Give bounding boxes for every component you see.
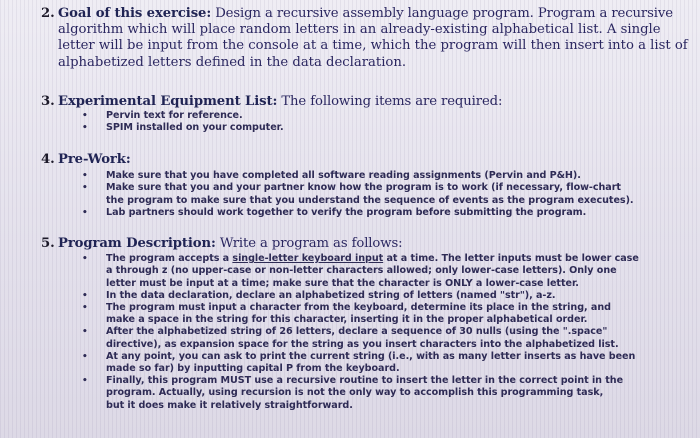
prework-list	[58, 170, 692, 219]
list-item: • The program accepts a single-letter keyboard input at a time. The letter inputs must be lower case	[82, 253, 639, 265]
bullet-icon: •	[82, 351, 88, 362]
list-item: the program to make sure that you understand the sequence of events as the program executes).	[106, 194, 634, 206]
goal-text: Design a recursive assembly language program. Program a recursive	[215, 6, 673, 21]
goal-line-3: letter will be input from the console at a time, which the program will then insert into a list of	[58, 38, 688, 54]
program-intro: Write a program as follows:	[219, 236, 403, 251]
list-item: letter must be input at a time; make sure that the character is ONLY a lower-case letter.	[106, 277, 579, 289]
list-item: • The program must input a character from the keyboard, determine its place in the string, and	[82, 302, 611, 314]
bullet-icon: •	[82, 207, 88, 218]
section-number: 3.	[41, 94, 55, 109]
section-equipment	[41, 94, 692, 135]
list-item: • Make sure that you have completed all software reading assignments (Pervin and P&H).	[82, 170, 581, 182]
bullet-icon: •	[82, 303, 88, 314]
equipment-heading	[58, 94, 692, 110]
goal-line-4: alphabetized letters defined in the data declaration.	[58, 54, 407, 70]
bullet-icon: •	[82, 290, 88, 301]
list-item: make a space in the string for this character, inserting it in the proper alphabetical order.	[106, 314, 588, 326]
goal-line-1	[58, 6, 692, 22]
section-label: Program Description:	[58, 236, 216, 251]
list-item: • Finally, this program MUST use a recursive routine to insert the letter in the correct point in the	[82, 375, 624, 387]
list-item: a through z (no upper-case or non-letter characters allowed; only lower-case letters). Only one	[106, 265, 617, 277]
section-number: 2.	[41, 6, 55, 21]
section-label: Experimental Equipment List:	[58, 94, 278, 109]
bullet-icon: •	[82, 183, 88, 194]
list-item: • At any point, you can ask to print the current string (i.e., with as many letter inserts as have been	[82, 350, 636, 362]
list-item: • Lab partners should work together to verify the program before submitting the program.	[82, 206, 587, 218]
bullet-icon: •	[82, 123, 88, 134]
bullet-icon: •	[82, 111, 88, 122]
section-goal	[41, 6, 692, 71]
prework-heading	[58, 152, 692, 168]
section-label: Goal of this exercise:	[58, 6, 212, 21]
section-prework	[41, 152, 692, 219]
section-label: Pre-Work:	[58, 152, 131, 167]
bullet-icon: •	[82, 327, 88, 338]
program-heading	[58, 236, 692, 252]
goal-line-2: algorithm which will place random letters in an already-existing alphabetical list. A single	[58, 22, 661, 38]
equipment-list	[58, 110, 692, 134]
list-item: program. Actually, using recursion is not the only way to accomplish this programming task,	[106, 387, 604, 399]
equipment-intro: The following items are required:	[281, 94, 503, 109]
section-program-description	[41, 236, 692, 412]
list-item: made so far) by inputting capital P from the keyboard.	[106, 363, 400, 375]
section-number: 5.	[41, 236, 55, 251]
section-number: 4.	[41, 152, 55, 167]
list-item: • Pervin text for reference.	[82, 110, 243, 122]
bullet-icon: •	[82, 254, 88, 265]
list-item: • Make sure that you and your partner know how the program is to work (if necessary, flow-chart	[82, 182, 621, 194]
list-item: • After the alphabetized string of 26 letters, declare a sequence of 30 nulls (using the ".space"	[82, 326, 608, 338]
bullet-icon: •	[82, 376, 88, 387]
list-item: • In the data declaration, declare an alphabetized string of letters (named "str"), a-z.	[82, 289, 556, 301]
bullet-icon: •	[82, 171, 88, 182]
list-item: directive), as expansion space for the string as you insert characters into the alphabetized list.	[106, 338, 619, 350]
list-item: but it does make it relatively straightforward.	[106, 399, 353, 411]
program-list	[58, 253, 692, 412]
list-item: • SPIM installed on your computer.	[82, 122, 284, 134]
